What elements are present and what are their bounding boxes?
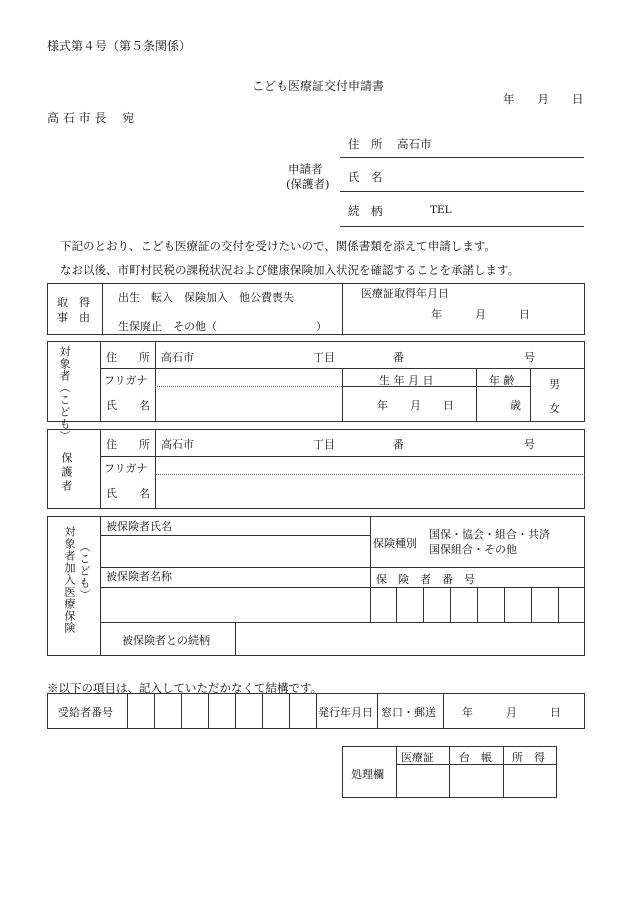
child-female[interactable]: 女 bbox=[549, 402, 560, 415]
reason-label-1: 取 得 bbox=[57, 296, 90, 309]
applicant-address-line bbox=[340, 157, 584, 158]
issue-date-label: 発行年月日 bbox=[318, 706, 373, 719]
delivery-label: 窓口・郵送 bbox=[381, 706, 436, 719]
applicant-name-line bbox=[340, 191, 584, 192]
date-line: 年 月 日 bbox=[503, 92, 584, 106]
child-vertical-label: 対象者（こども） bbox=[58, 346, 71, 442]
office-note: ※以下の項目は、記入していただかなくて結構です。 bbox=[47, 681, 323, 695]
child-age-label: 年 齢 bbox=[489, 374, 515, 387]
processing-col-ledger: 台 帳 bbox=[459, 751, 492, 764]
guardian-furigana-label: フリガナ bbox=[104, 462, 148, 475]
insurance-type-options-1[interactable]: 国保・協会・組合・共済 bbox=[429, 528, 550, 541]
guardian-address-value[interactable]: 高石市 bbox=[161, 438, 194, 451]
reason-date-label: 医療証取得年月日 bbox=[361, 287, 449, 300]
child-address-value[interactable]: 高石市 bbox=[161, 351, 194, 364]
insurer-name-label: 被保険者名称 bbox=[106, 570, 172, 583]
insurance-type-label: 保険種別 bbox=[373, 537, 417, 550]
child-chome: 丁目 bbox=[313, 351, 335, 364]
applicant-relation-line bbox=[340, 226, 584, 227]
reason-options-1[interactable]: 出生 転入 保険加入 他公費喪失 bbox=[118, 291, 294, 304]
insurer-number-label: 保 険 者 番 号 bbox=[376, 573, 475, 586]
guardian-chome: 丁目 bbox=[313, 438, 335, 451]
recipient-number-label: 受給者番号 bbox=[58, 706, 113, 719]
child-age-unit: 歳 bbox=[510, 399, 521, 412]
child-birth-label: 生 年 月 日 bbox=[379, 374, 434, 387]
child-furigana-label: フリガナ bbox=[104, 374, 148, 387]
child-male[interactable]: 男 bbox=[549, 378, 560, 391]
reason-options-2[interactable]: 生保廃止 その他（ ） bbox=[118, 320, 327, 333]
guardian-name-label: 氏 名 bbox=[106, 487, 150, 500]
insurance-type-options-2[interactable]: 国保組合・その他 bbox=[429, 543, 517, 556]
child-address-label: 住 所 bbox=[106, 351, 150, 364]
applicant-name-label: 氏 名 bbox=[348, 170, 383, 184]
addressee: 高 石 市 長 宛 bbox=[47, 111, 135, 125]
applicant-address-value[interactable]: 高石市 bbox=[397, 137, 432, 151]
applicant-sublabel: (保護者) bbox=[286, 177, 330, 191]
child-name-label: 氏 名 bbox=[106, 399, 150, 412]
reason-date-value[interactable]: 年 月 日 bbox=[431, 308, 530, 321]
child-birth-value[interactable]: 年 月 日 bbox=[377, 399, 454, 412]
processing-col-medical: 医療証 bbox=[401, 751, 434, 764]
body-text-2: なお以後、市町村民税の課税状況および健康保険加入状況を確認することを承諾します。 bbox=[60, 263, 520, 277]
applicant-address-label: 住 所 bbox=[348, 137, 383, 151]
applicant-label: 申請者 bbox=[288, 162, 323, 176]
processing-col-income: 所 得 bbox=[512, 751, 545, 764]
guardian-ban: 番 bbox=[393, 438, 404, 451]
issue-date-value[interactable]: 年 月 日 bbox=[462, 706, 561, 719]
guardian-vertical-label: 保護者 bbox=[60, 452, 73, 494]
guardian-go: 号 bbox=[524, 438, 535, 451]
applicant-tel-label: TEL bbox=[430, 204, 452, 216]
guardian-address-label: 住 所 bbox=[106, 438, 150, 451]
child-go: 号 bbox=[524, 351, 535, 364]
processing-label: 処理欄 bbox=[351, 768, 384, 781]
form-title: こども医療証交付申請書 bbox=[252, 79, 385, 93]
insured-relation-label: 被保険者との続柄 bbox=[122, 634, 210, 647]
body-text-1: 下記のとおり、こども医療証の交付を受けたいので、関係書類を添えて申請します。 bbox=[60, 239, 496, 253]
insured-name-label: 被保険者氏名 bbox=[106, 520, 172, 533]
child-ban: 番 bbox=[393, 351, 404, 364]
applicant-relation-label: 続 柄 bbox=[348, 204, 383, 218]
reason-label-2: 事 由 bbox=[57, 311, 90, 324]
insurance-vertical-sublabel: （こども） bbox=[78, 541, 91, 601]
insurance-vertical-label: 対象者加入医療保険 bbox=[63, 526, 76, 634]
form-number: 様式第４号（第５条関係） bbox=[47, 39, 192, 53]
